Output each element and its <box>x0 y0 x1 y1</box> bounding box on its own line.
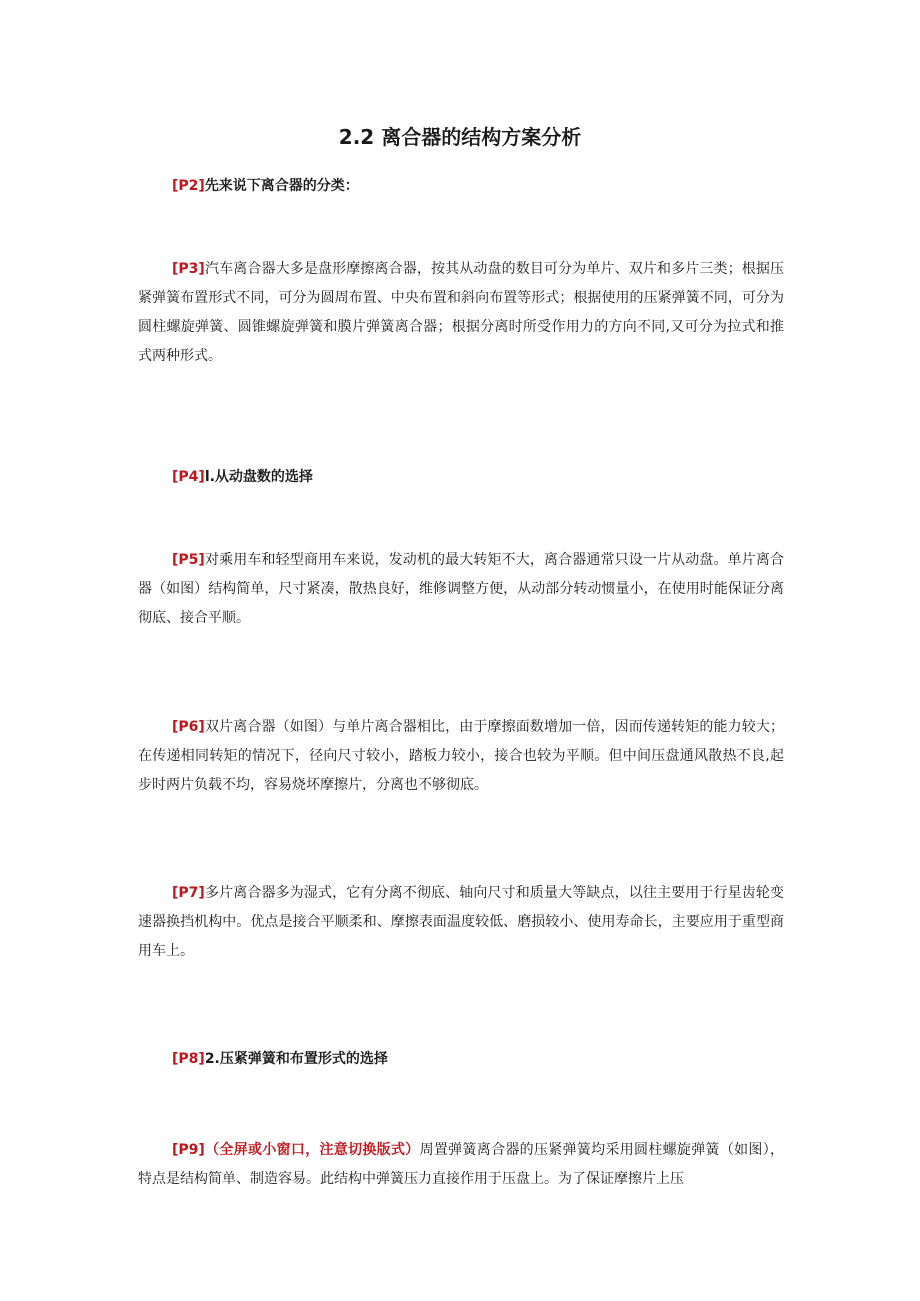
paragraph-text: 汽车离合器大多是盘形摩擦离合器，按其从动盘的数目可分为单片、双片和多片三类；根据压紧弹簧布置形式不同，可分为圆周布置、中央布置和斜向布置等形式；根据使用的压紧弹簧不同，可分为圆柱螺旋弹簧、圆锥螺旋弹簧和膜片弹簧离合器；根据分离时所受作用力的方向不同,又可分为拉式和推式两种形式。 <box>138 261 784 364</box>
paragraph-tag: [P6] <box>172 719 205 735</box>
paragraph-text: 对乘用车和轻型商用车来说，发动机的最大转矩不大，离合器通常只设一片从动盘。单片离合器（如图）结构简单，尺寸紧凑，散热良好，维修调整方便，从动部分转动惯量小，在使用时能保证分离彻底、接合平顺。 <box>138 552 784 626</box>
paragraph-tag: [P8] <box>172 1051 205 1067</box>
paragraph-text: l.从动盘数的选择 <box>204 469 313 485</box>
paragraph-p8 <box>172 1045 388 1074</box>
paragraph-note: （全屏或小窗口，注意切换版式） <box>204 1142 420 1158</box>
paragraph-tag: [P4] <box>172 469 205 485</box>
paragraph-text: 2.压紧弹簧和布置形式的选择 <box>204 1051 388 1067</box>
paragraph-tag: [P9] <box>172 1142 205 1158</box>
paragraph-p2 <box>172 172 359 201</box>
paragraph-text: 先来说下离合器的分类： <box>204 178 359 194</box>
page-title <box>0 122 920 152</box>
paragraph-tag: [P3] <box>172 261 205 277</box>
paragraph-text: 多片离合器多为湿式，它有分离不彻底、轴向尺寸和质量大等缺点，以往主要用于行星齿轮变速器换挡机构中。优点是接合平顺柔和、摩擦表面温度较低、磨损较小、使用寿命长，主要应用于重型商用车上。 <box>138 885 784 959</box>
paragraph-p3 <box>138 255 784 371</box>
paragraph-p6 <box>138 713 784 800</box>
title-number: 2.2 <box>338 125 375 149</box>
title-text: 离合器的结构方案分析 <box>381 125 582 149</box>
paragraph-tag: [P7] <box>172 885 205 901</box>
paragraph-p7 <box>138 879 784 966</box>
paragraph-p5 <box>138 546 784 633</box>
paragraph-p9 <box>138 1136 784 1194</box>
paragraph-text: 双片离合器（如图）与单片离合器相比，由于摩擦面数增加一倍，因而传递转矩的能力较大；在传递相同转矩的情况下，径向尺寸较小，踏板力较小，接合也较为平顺。但中间压盘通风散热不良,起步时两片负载不均，容易烧坏摩擦片，分离也不够彻底。 <box>138 719 784 793</box>
paragraph-tag: [P5] <box>172 552 205 568</box>
paragraph-text: 周置弹簧离合器的压紧弹簧均采用圆柱螺旋弹簧（如图），特点是结构简单、制造容易。此结构中弹簧压力直接作用于压盘上。为了保证摩擦片上压 <box>138 1142 785 1187</box>
paragraph-tag: [P2] <box>172 178 205 194</box>
paragraph-p4 <box>172 463 313 492</box>
